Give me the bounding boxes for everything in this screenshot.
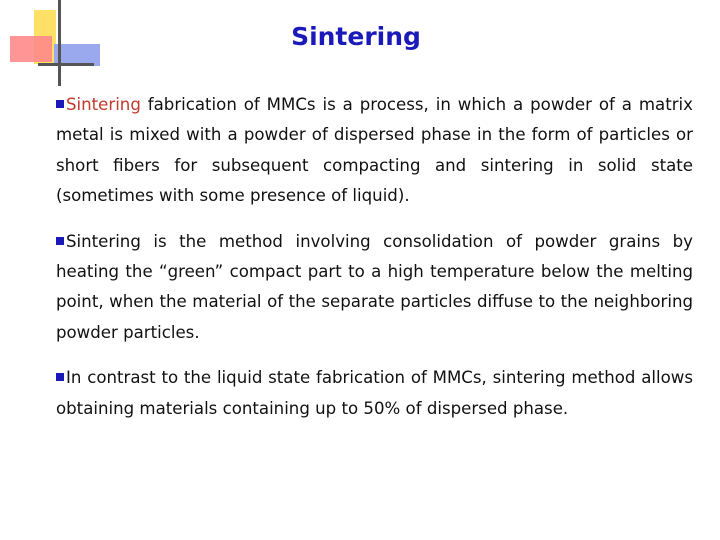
paragraph-text: Sintering is the method involving consolidation of powder grains by heating the “green” compact part to a high temperature below the melting point, when the material of the separate particles diffuse to the neighboring powder particles. <box>56 231 693 342</box>
slide-body <box>56 90 693 439</box>
square-bullet-icon <box>56 373 64 381</box>
bullet-paragraph-1 <box>56 90 693 212</box>
bullet-paragraph-3 <box>56 363 693 424</box>
square-bullet-icon <box>56 237 64 245</box>
highlighted-term: Sintering <box>66 95 141 114</box>
square-bullet-icon <box>56 100 64 108</box>
paragraph-text: fabrication of MMCs is a process, in which a powder of a matrix metal is mixed with a powder of dispersed phase in the form of particles or short fibers for subsequent compacting and sintering in solid state (sometimes with some presence of liquid). <box>56 95 693 206</box>
bullet-paragraph-2 <box>56 227 693 349</box>
paragraph-text: In contrast to the liquid state fabrication of MMCs, sintering method allows obtaining materials containing up to 50% of dispersed phase. <box>56 368 693 418</box>
slide-title: Sintering <box>291 22 421 51</box>
decorative-line-horizontal <box>38 63 94 66</box>
